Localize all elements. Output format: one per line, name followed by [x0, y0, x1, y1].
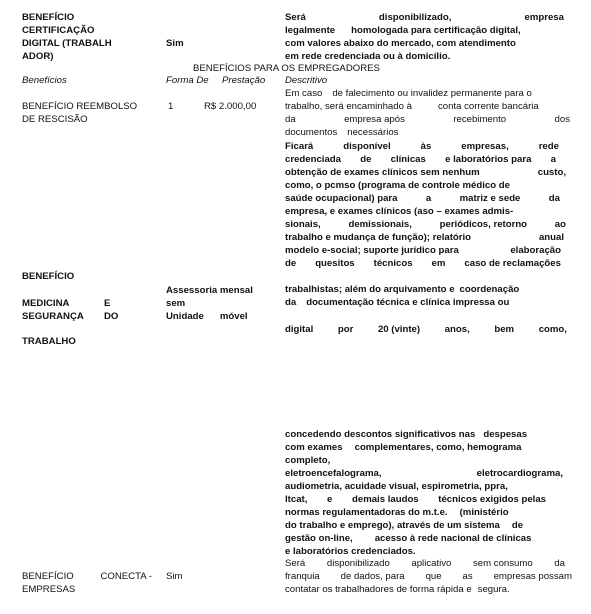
form-prestacao: Sim — [166, 571, 183, 582]
word: e laboratórios para — [445, 154, 532, 165]
word: eletroencefalograma, — [285, 468, 382, 479]
word: 20 (vinte) — [377, 324, 421, 335]
word: empresas, — [461, 141, 509, 152]
word: em — [431, 258, 446, 269]
word: disponibilizado, — [378, 12, 452, 23]
header-beneficios: Benefícios — [22, 75, 67, 86]
word: saúde ocupacional) para — [285, 193, 398, 204]
description-line — [285, 245, 561, 256]
word: obtenção de exames clínicos sem nenhum — [285, 167, 480, 178]
word: sem consumo — [472, 558, 533, 569]
description-line: em rede credenciada ou à domicílio. — [285, 51, 451, 62]
word: a — [550, 154, 556, 165]
word: CONECTA - — [100, 571, 152, 582]
word: empresas possam — [493, 571, 572, 582]
word: dos — [554, 114, 570, 125]
row-name-line: E — [104, 298, 111, 309]
description-line — [285, 114, 570, 125]
header-descritivo: Descritivo — [285, 75, 328, 86]
description-line: empresa, e exames clínicos (aso – exames admis- — [285, 206, 514, 217]
word: clínicas — [390, 154, 426, 165]
word: ltcat, — [285, 494, 308, 505]
description-line — [285, 88, 532, 99]
row-name-line: TRABALHO — [22, 336, 76, 347]
word: Ficará — [285, 141, 314, 152]
form-prestacao-line — [166, 311, 248, 322]
word: de dados, para — [340, 571, 405, 582]
row-name-line: SEGURANÇA — [22, 311, 84, 322]
word: e — [327, 494, 333, 505]
word: da — [554, 558, 565, 569]
section-title: BENEFÍCIOS PARA OS EMPREGADORES — [193, 63, 380, 74]
word: recebimento — [453, 114, 507, 125]
word: concedendo descontos significativos nas — [285, 429, 476, 440]
word: documentos — [285, 127, 338, 138]
word: demais laudos — [352, 494, 419, 505]
description-line: completo, — [285, 455, 331, 466]
word: móvel — [219, 311, 248, 322]
word: matriz e sede — [459, 193, 521, 204]
word: empresa após — [344, 114, 405, 125]
row-name-line: DO — [104, 311, 119, 322]
word: necessários — [347, 127, 399, 138]
word: de — [285, 258, 297, 269]
header-forma: Forma De — [166, 75, 209, 86]
word: da — [285, 114, 296, 125]
row-name-line — [22, 571, 152, 582]
word: franquia — [285, 571, 320, 582]
row-name-line: MEDICINA — [22, 298, 70, 309]
word: despesas — [483, 429, 528, 440]
description-line — [285, 25, 521, 36]
description-line — [285, 571, 572, 582]
word: documentação técnica e clínica impressa ou — [306, 297, 510, 308]
row-name-line: BENEFÍCIO — [22, 271, 75, 282]
word: Unidade — [166, 311, 204, 322]
word: eletrocardiograma, — [476, 468, 563, 479]
word: custo, — [537, 167, 566, 178]
description-line: como, o pcmso (programa de controle médico de — [285, 180, 510, 191]
word: legalmente — [285, 25, 336, 36]
row-name-line: DIGITAL (TRABALH — [22, 38, 112, 49]
word: conta corrente bancária — [437, 101, 539, 112]
word: a — [425, 193, 432, 204]
row-name-line: EMPRESAS — [22, 584, 76, 595]
word: Será — [285, 12, 306, 23]
word: de — [511, 520, 524, 531]
form-prestacao-line: sem — [166, 298, 186, 309]
description-line — [285, 141, 559, 152]
row-name-line: BENEFÍCIO — [22, 12, 75, 23]
word: anos, — [444, 324, 470, 335]
word: sionais, — [285, 219, 321, 230]
description-line — [285, 442, 522, 453]
description-line: e laboratórios credenciados. — [285, 546, 416, 557]
header-prestacao: Prestação — [222, 75, 266, 86]
word: rede — [538, 141, 559, 152]
word: da — [285, 297, 297, 308]
description-line — [285, 494, 546, 505]
word: normas regulamentadoras do m.t.e. — [285, 507, 448, 518]
word: aplicativo — [411, 558, 452, 569]
word: que — [425, 571, 442, 582]
description-line — [285, 533, 531, 544]
description-line — [285, 324, 567, 335]
row-name-line: BENEFÍCIO REEMBOLSO — [22, 101, 138, 112]
description-line: com valores abaixo do mercado, com atendimento — [285, 38, 516, 49]
word: caso de reclamações — [464, 258, 561, 269]
description-line — [285, 297, 509, 308]
word: disponível — [343, 141, 391, 152]
form-prestacao-line: Assessoria mensal — [166, 285, 253, 296]
word: Será — [285, 558, 306, 569]
description-line — [285, 258, 561, 269]
word: trabalhistas; além do arquivamento e — [285, 284, 455, 295]
description-line — [285, 507, 509, 518]
word: coordenação — [459, 284, 520, 295]
word: modelo e-social; suporte jurídico para — [285, 245, 459, 256]
description-line — [285, 429, 527, 440]
word: gestão on-line, — [285, 533, 353, 544]
description-line — [285, 520, 523, 531]
word: demissionais, — [348, 219, 412, 230]
word: por — [337, 324, 354, 335]
description-line — [285, 584, 510, 595]
word: digital — [285, 324, 314, 335]
description-line — [285, 154, 556, 165]
word: contatar os trabalhadores de forma rápida e — [285, 584, 472, 595]
word: do trabalho e emprego), através de um sistema — [285, 520, 500, 531]
form-prestacao: Sim — [166, 38, 184, 49]
word: com exames — [285, 442, 343, 453]
form-prestacao: 1 — [168, 101, 174, 112]
description-line — [285, 558, 565, 569]
word: BENEFÍCIO — [22, 571, 74, 582]
word: as — [462, 571, 473, 582]
word: trabalho, será encaminhado à — [285, 101, 412, 112]
description-line — [285, 12, 564, 23]
description-line — [285, 219, 566, 230]
word: de falecimento ou invalidez permanente para o — [332, 88, 532, 99]
word: quesitos — [315, 258, 355, 269]
description-line — [285, 284, 519, 295]
description-line — [285, 167, 566, 178]
word: disponibilizado — [326, 558, 390, 569]
word: credenciada — [285, 154, 341, 165]
word: da — [548, 193, 560, 204]
description-line: audiometria, acuidade visual, espirometria, ppra, — [285, 481, 508, 492]
word: anual — [538, 232, 564, 243]
word: de — [360, 154, 372, 165]
description-line — [285, 468, 563, 479]
row-name-line: ADOR) — [22, 51, 54, 62]
word: Em caso — [285, 88, 323, 99]
word: segura. — [477, 584, 510, 595]
word: técnicos exigidos pelas — [438, 494, 546, 505]
word: (ministério — [459, 507, 509, 518]
word: periódicos, retorno — [439, 219, 528, 230]
row-name-line: DE RESCISÃO — [22, 114, 88, 125]
description-line — [285, 127, 398, 138]
word: como, — [538, 324, 567, 335]
word: ao — [554, 219, 566, 230]
prestacao-value: R$ 2.000,00 — [204, 101, 257, 112]
word: empresa — [524, 12, 564, 23]
word: bem — [494, 324, 515, 335]
word: elaboração — [510, 245, 561, 256]
word: acesso à rede nacional de clínicas — [374, 533, 532, 544]
word: trabalho e mudança de função); relatório — [285, 232, 472, 243]
description-line — [285, 101, 539, 112]
word: complementares, como, hemograma — [354, 442, 522, 453]
description-line — [285, 232, 564, 243]
word: técnicos — [373, 258, 413, 269]
word: homologada para certificação digital, — [351, 25, 521, 36]
row-name-line: CERTIFICAÇÃO — [22, 25, 95, 36]
word: às — [420, 141, 432, 152]
description-line — [285, 193, 560, 204]
